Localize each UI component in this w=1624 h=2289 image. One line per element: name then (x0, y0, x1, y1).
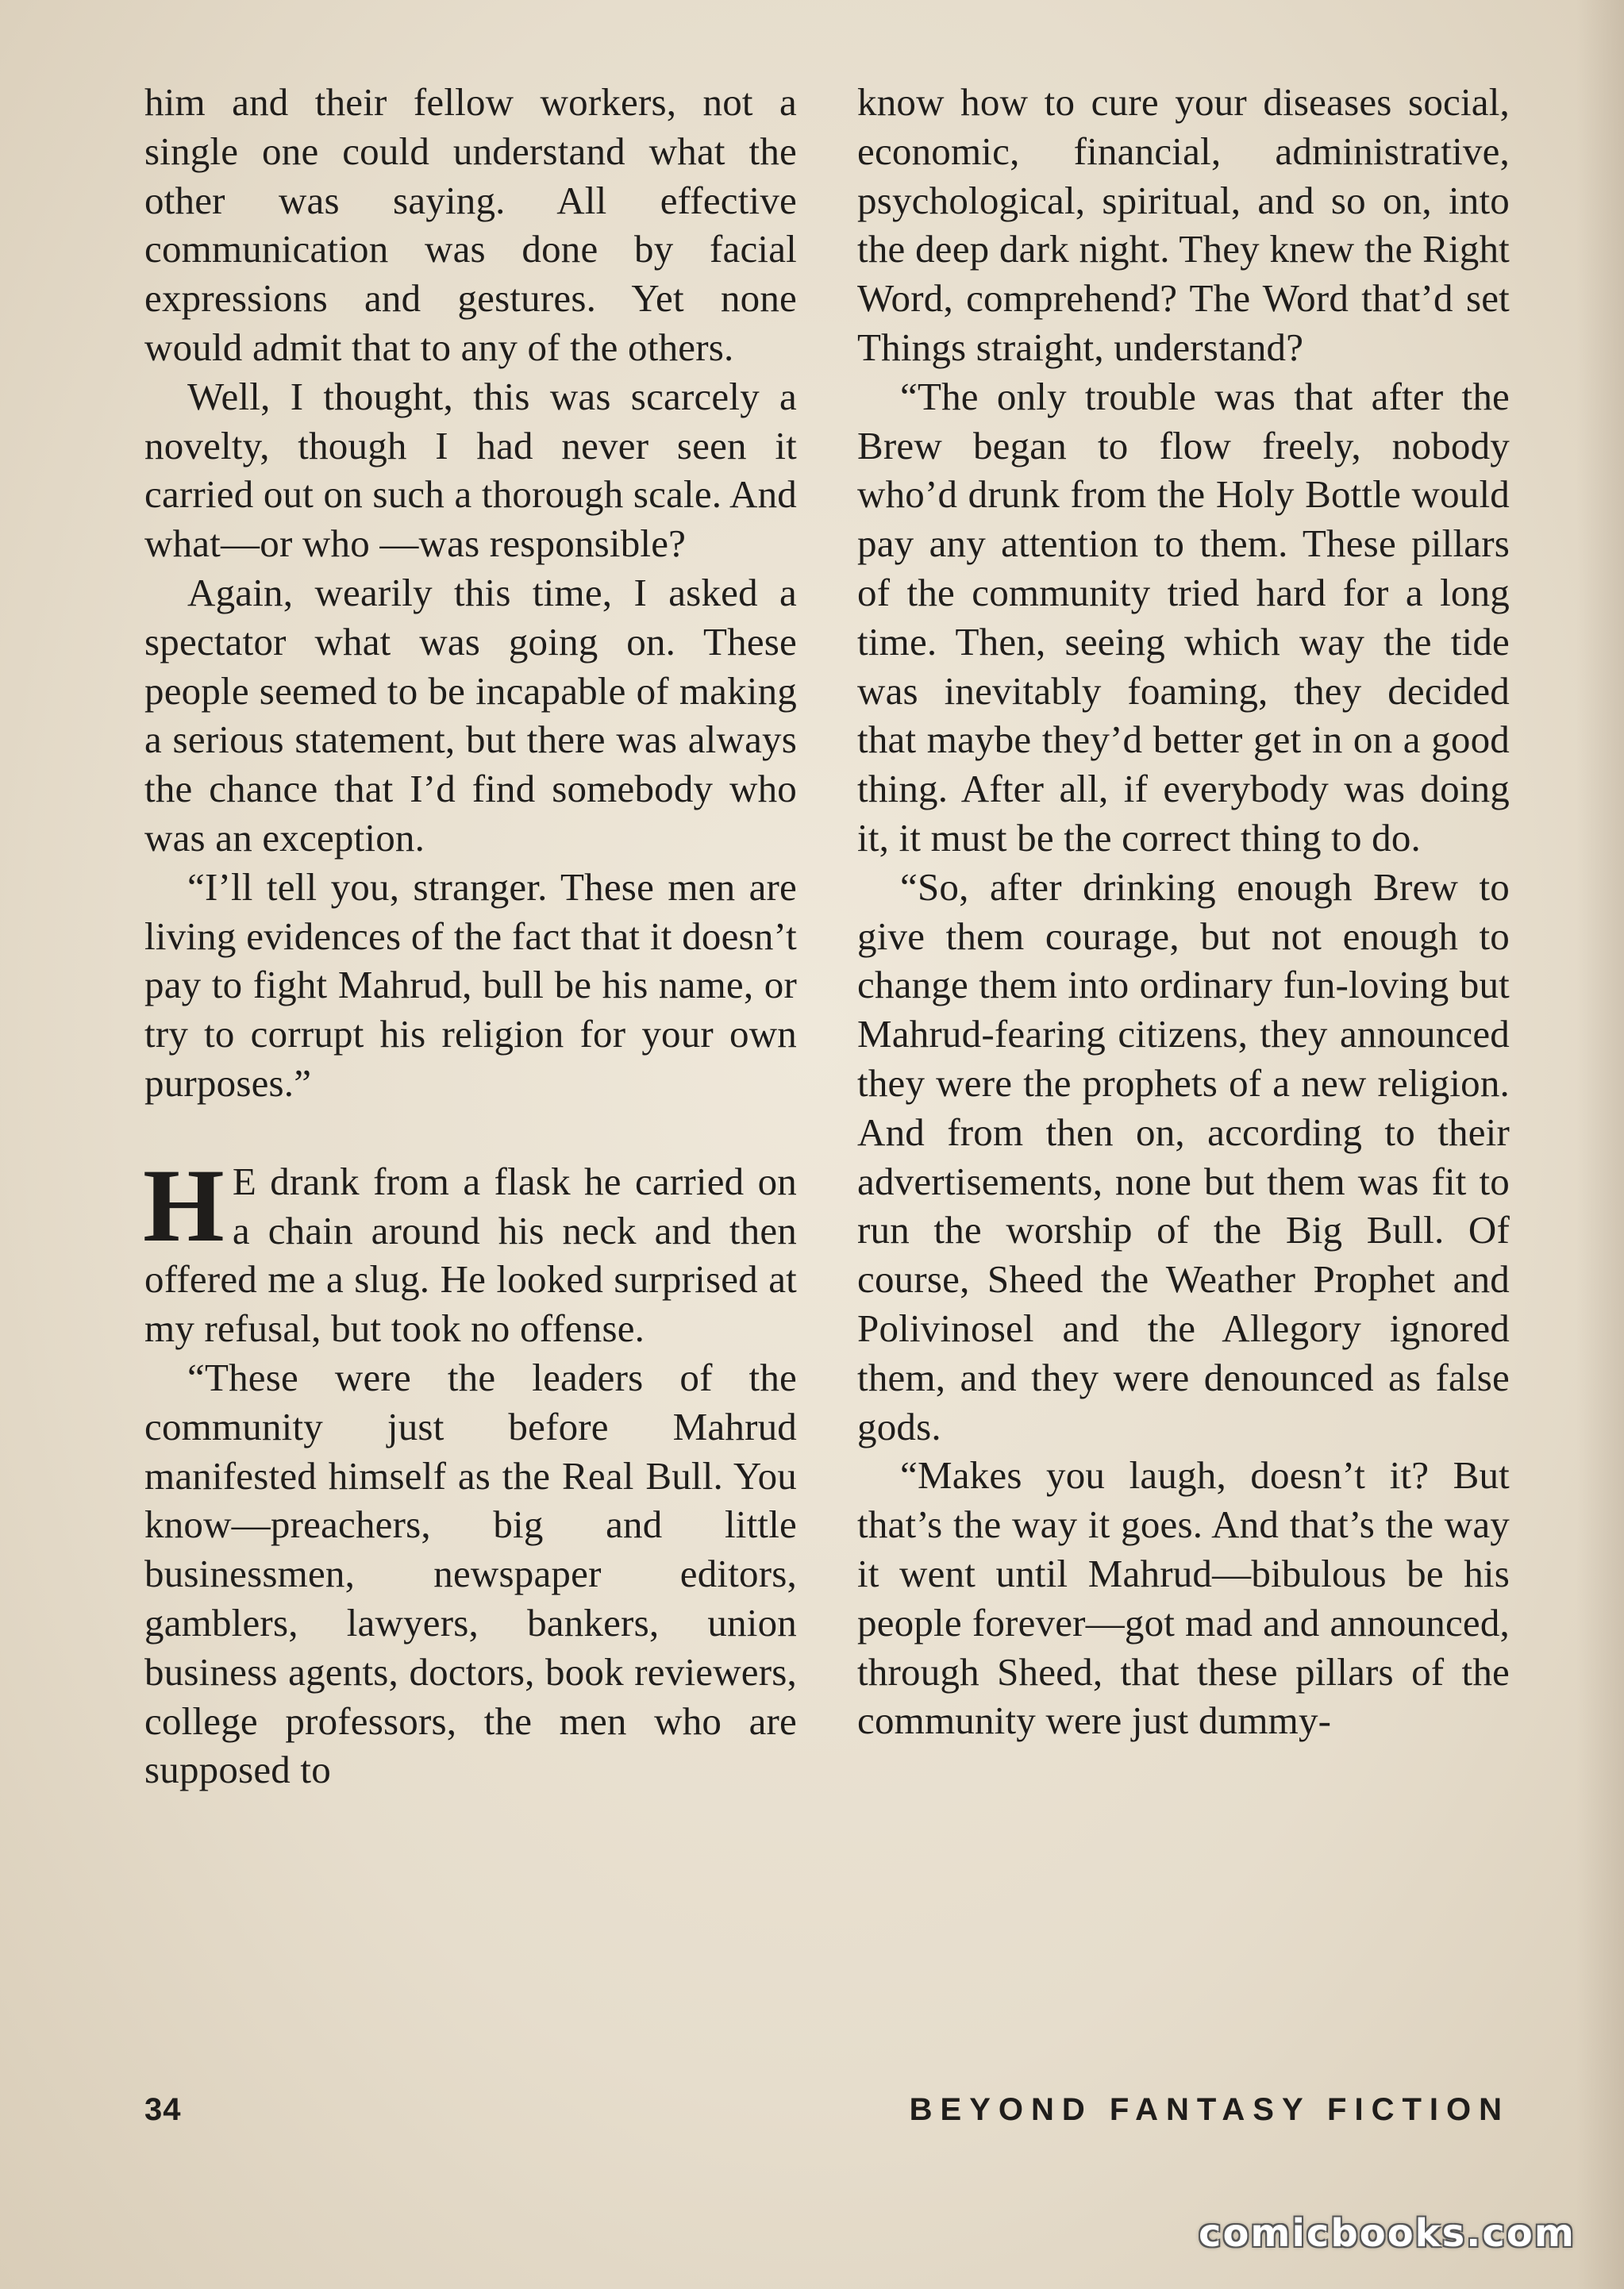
paragraph: Well, I thought, this was scarcely a novelty, though I had never seen it carried out on such a thorough scale. And what—or who —was responsible? (144, 374, 797, 566)
magazine-title: BEYOND FANTASY FICTION (909, 2092, 1510, 2127)
text-column-left (144, 78, 797, 1795)
drop-cap-letter: H (143, 1146, 225, 1264)
paragraph: “Makes you laugh, doesn’t it? But that’s the way it goes. And that’s the way it went until Mahrud—bibulous be his people forever—got mad and announced, through Sheed, that these pillars of the community were just dummy- (857, 1453, 1510, 1743)
dropcap-paragraph (143, 1146, 797, 1353)
paragraph: Again, wearily this time, I asked a spectator what was going on. These people seemed to be incapable of making a serious statement, but there was always the chance that I’d find somebody who was an exception. (144, 570, 797, 860)
paragraph: “So, after drinking enough Brew to give them courage, but not enough to change them into ordinary fun-loving but Mahrud-fearing citizens, they announced they were the prophets of a new religion. And from then on, according to their advertisements, none but them was fit to run the worship of the Big Bull. Of course, Sheed the Weather Prophet and Polivinosel and the Allegory ignored them, and they were denounced as false gods. (857, 864, 1510, 1448)
paragraph: “The only trouble was that after the Brew began to flow freely, nobody who’d drunk from the Holy Bottle would pay any attention to them. These pillars of the community tried hard for a long time. Then, seeing which way the tide was inevitably foaming, they decided that maybe they’d better get in on a good thing. After all, if everybody was doing it, it must be the correct thing to do. (857, 374, 1510, 860)
running-footer (144, 2092, 1510, 2140)
watermark-logo: comicbooks.com (1199, 2211, 1576, 2256)
paragraph-text: E drank from a flask he carried on a chain around his neck and then offered me a slug. He looked surprised at my refusal, but took no offense. (144, 1159, 797, 1351)
page-number: 34 (144, 2092, 182, 2127)
page-edge-shadow (1576, 0, 1624, 2289)
paragraph: know how to cure your diseases social, economic, financial, administrative, psychological, spiritual, and so on, into the deep dark night. They knew the Right Word, comprehend? The Word that’d set Things straight, understand? (857, 80, 1510, 369)
paragraph: “These were the leaders of the community just before Mahrud manifested himself as the Real Bull. You know—preachers, big and little businessmen, newspaper editors, gamblers, lawyers, bankers, union business agents, doctors, book reviewers, college professors, the men who are supposed to (144, 1355, 797, 1792)
paragraph: “I’ll tell you, stranger. These men are living evidences of the fact that it doesn’t pay to fight Mahrud, bull be his name, or try to corrupt his religion for your own purposes.” (144, 864, 797, 1105)
text-column-right (857, 78, 1510, 1745)
paragraph: him and their fellow workers, not a single one could understand what the other was saying. All effective communication was done by facial expressions and gestures. Yet none would admit that to any of the others. (144, 80, 797, 369)
